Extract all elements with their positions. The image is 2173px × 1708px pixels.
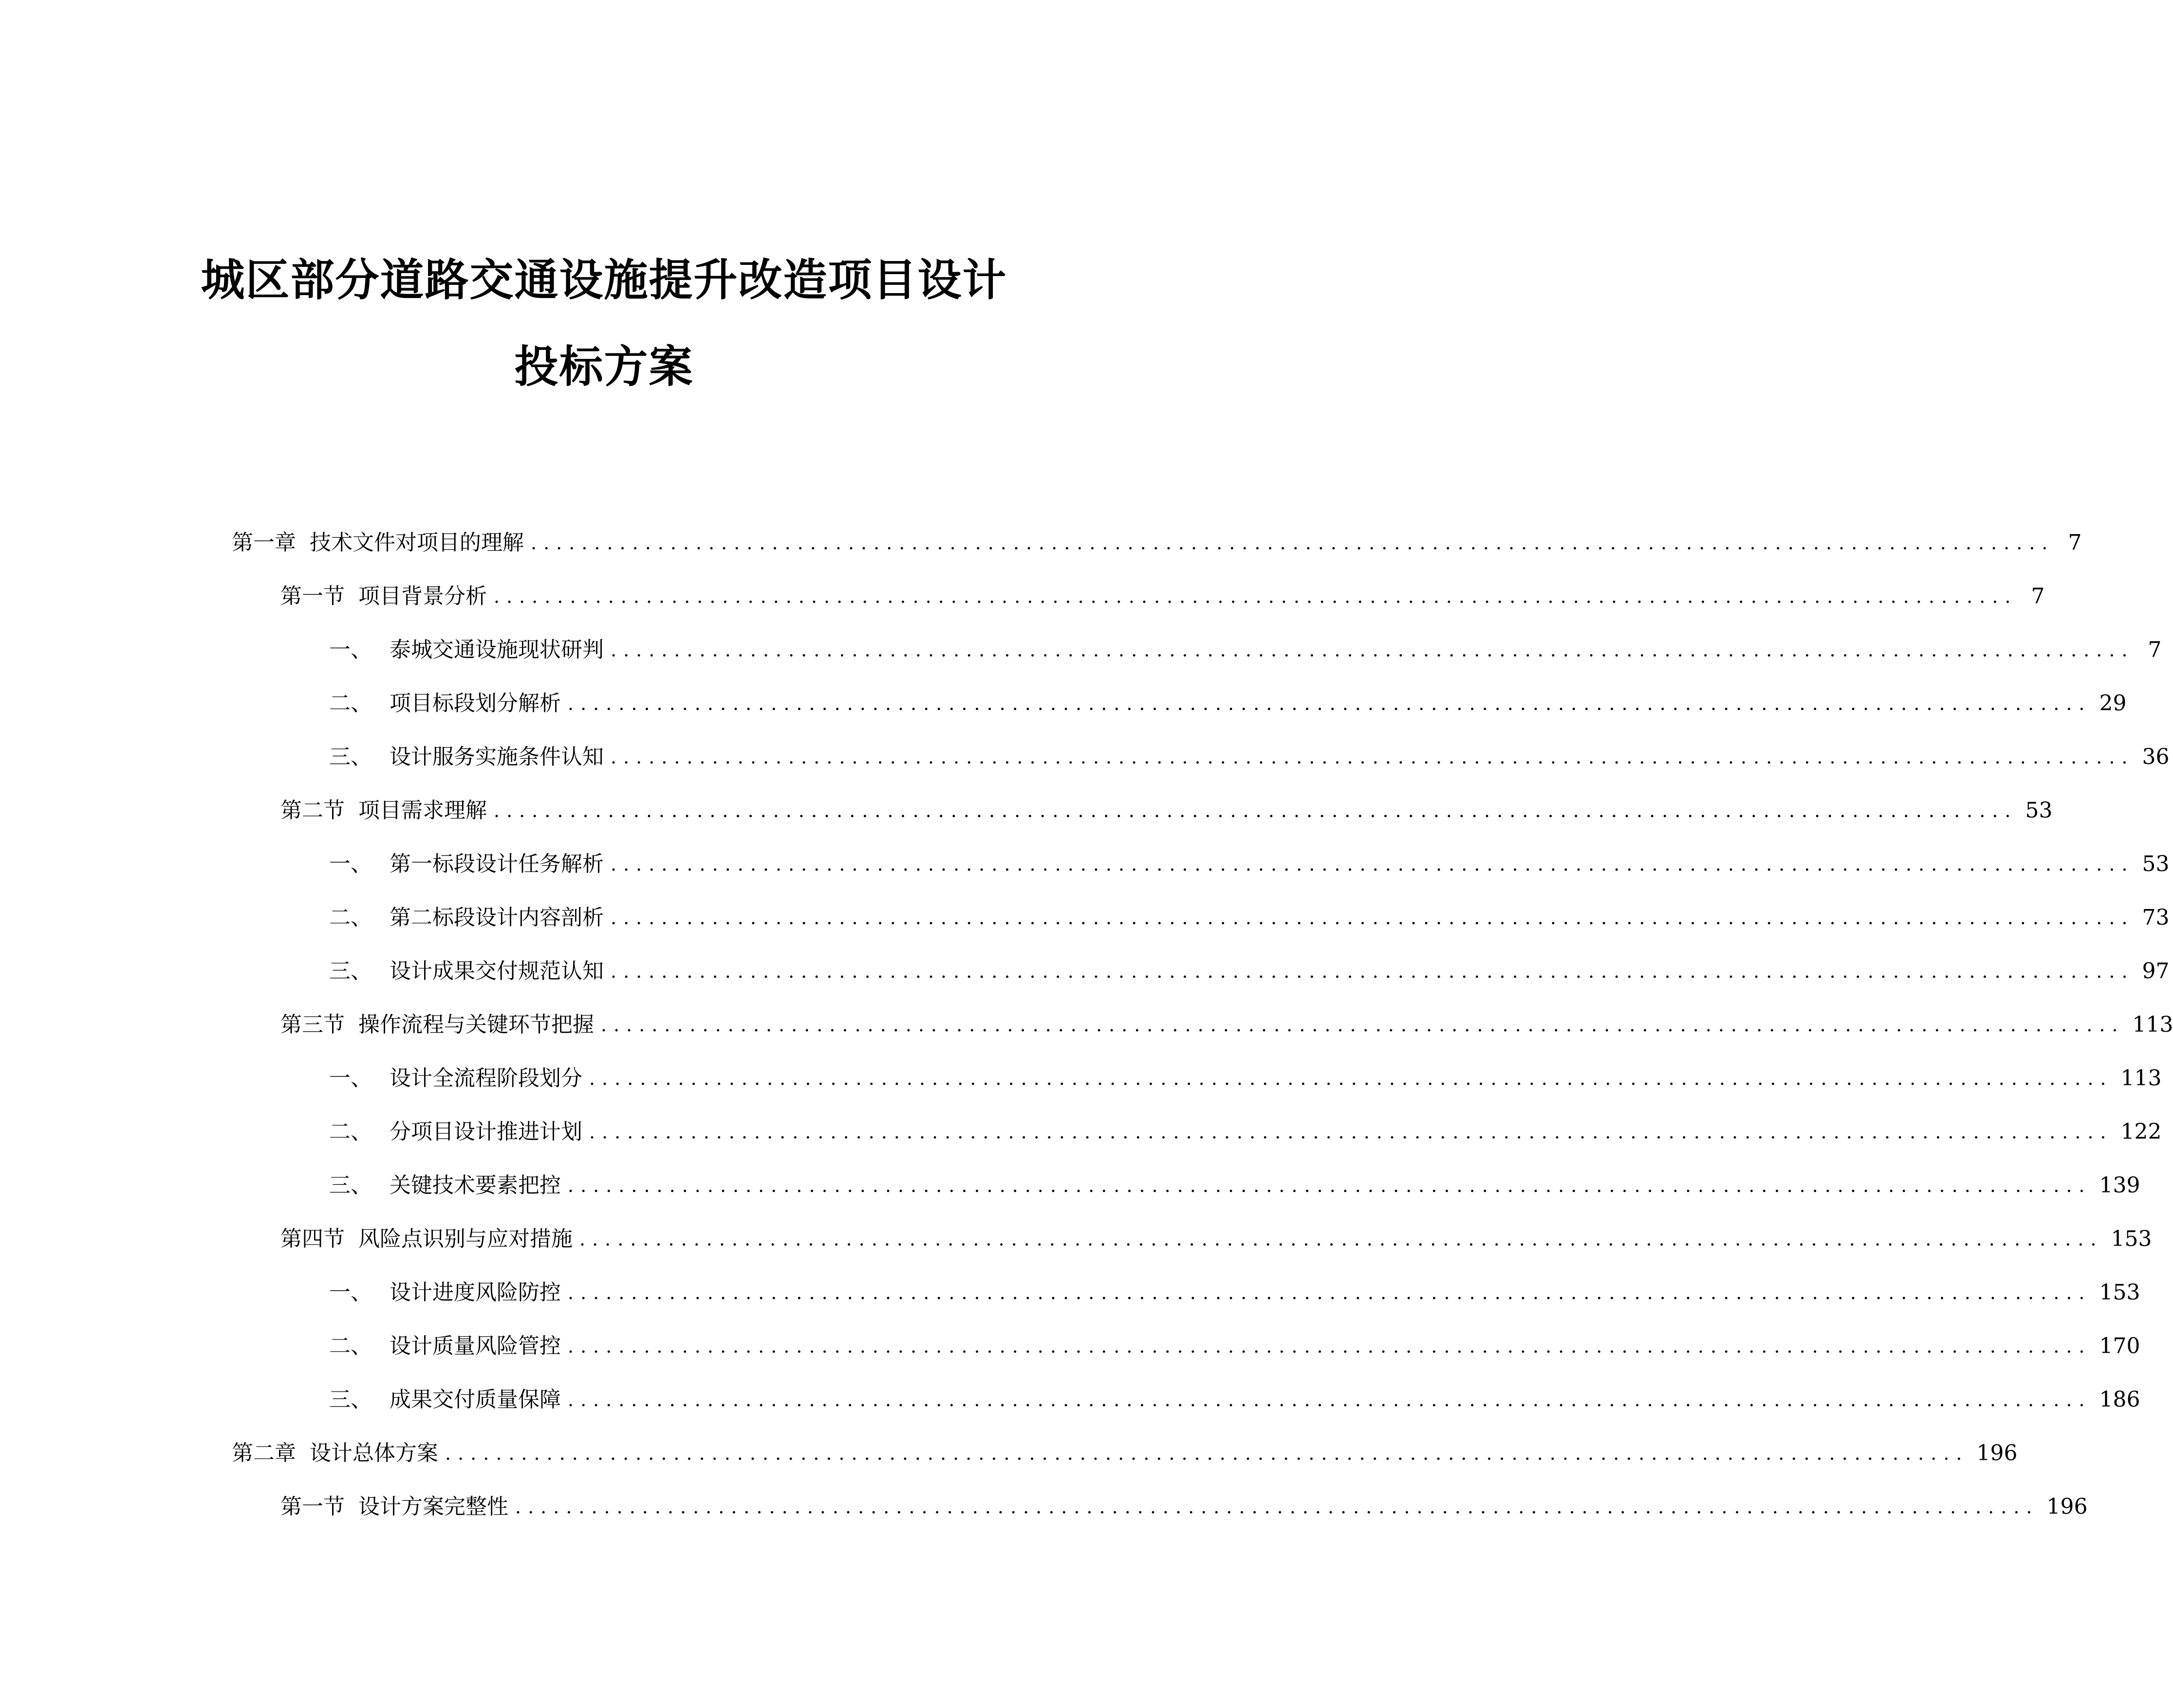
toc-entry-prefix: 一、 <box>329 1280 372 1305</box>
title-line-2: 投标方案 <box>514 341 694 392</box>
toc-entry-text: 操作流程与关键环节把握 <box>358 1012 594 1037</box>
toc-entry-label <box>280 1492 508 1522</box>
toc-entry-label <box>329 689 561 718</box>
toc-entry-page-number: 7 <box>2068 530 2082 555</box>
toc-entry-page-number: 153 <box>2111 1226 2152 1251</box>
toc-entry-prefix: 第一章 <box>232 530 296 555</box>
toc-dot-leader: ........................................................................................................................ <box>611 639 2135 661</box>
toc-entry-prefix: 第一节 <box>280 584 345 609</box>
toc-entry[interactable] <box>232 1212 2152 1266</box>
toc-entry-page-number: 97 <box>2142 959 2170 984</box>
toc-entry-label <box>329 743 604 772</box>
toc-entry-label <box>329 850 604 879</box>
toc-entry-page-number: 170 <box>2099 1334 2140 1358</box>
toc-entry[interactable] <box>232 1480 2088 1534</box>
toc-entry-label <box>329 1385 561 1414</box>
toc-entry-prefix: 第三节 <box>280 1012 345 1037</box>
toc-entry-page-number: 196 <box>1976 1441 2018 1466</box>
toc-entry-label <box>329 1332 561 1361</box>
toc-entry-prefix: 二、 <box>329 905 372 930</box>
toc-entry-page-number: 113 <box>2132 1012 2173 1037</box>
toc-entry-prefix: 第四节 <box>280 1226 345 1251</box>
toc-entry-prefix: 第二节 <box>280 798 345 823</box>
toc-entry[interactable] <box>232 1427 2018 1480</box>
toc-dot-leader: ........................................................................................................................ <box>589 1121 2113 1143</box>
toc-dot-leader: ........................................................................................................................ <box>568 693 2092 714</box>
table-of-contents <box>232 516 2173 1534</box>
toc-dot-leader: ........................................................................................................................ <box>611 746 2135 768</box>
toc-entry-text: 项目需求理解 <box>358 798 487 823</box>
toc-dot-leader: ........................................................................................................................ <box>579 1228 2103 1250</box>
toc-entry-label <box>280 1225 573 1254</box>
title-line-1: 城区部分道路交通设施提升改造项目设计 <box>201 255 1007 306</box>
toc-entry-prefix: 二、 <box>329 1334 372 1358</box>
toc-entry-page-number: 113 <box>2120 1066 2162 1091</box>
toc-entry-page-number: 7 <box>2148 637 2162 662</box>
toc-entry[interactable] <box>232 837 2170 891</box>
toc-entry-label <box>329 903 604 932</box>
toc-entry[interactable] <box>232 945 2170 998</box>
toc-dot-leader: ........................................................................................................................ <box>515 1496 2039 1518</box>
toc-entry-label <box>329 1171 561 1200</box>
toc-entry[interactable] <box>232 623 2162 677</box>
toc-dot-leader: ........................................................................................................................ <box>601 1014 2125 1036</box>
toc-entry-label <box>329 1278 561 1307</box>
toc-entry-prefix: 三、 <box>329 959 372 984</box>
toc-entry[interactable] <box>232 1105 2162 1159</box>
toc-entry-prefix: 二、 <box>329 1119 372 1144</box>
toc-entry-text: 技术文件对项目的理解 <box>310 530 524 555</box>
toc-entry[interactable] <box>232 1319 2140 1373</box>
toc-entry-text: 设计服务实施条件认知 <box>390 744 604 769</box>
toc-entry-text: 设计质量风险管控 <box>390 1334 561 1358</box>
toc-entry-page-number: 29 <box>2099 691 2127 716</box>
toc-entry-text: 项目背景分析 <box>358 584 487 609</box>
toc-entry-text: 设计成果交付规范认知 <box>390 959 604 984</box>
toc-entry-text: 项目标段划分解析 <box>390 691 561 716</box>
toc-entry-text: 设计全流程阶段划分 <box>390 1066 582 1091</box>
toc-entry-page-number: 122 <box>2120 1119 2162 1144</box>
toc-entry-page-number: 7 <box>2031 584 2045 609</box>
toc-entry-label <box>329 1064 582 1093</box>
toc-entry-text: 风险点识别与应对措施 <box>358 1226 573 1251</box>
toc-entry-text: 设计方案完整性 <box>358 1494 508 1519</box>
toc-entry-label <box>329 635 604 665</box>
toc-entry-page-number: 186 <box>2099 1387 2140 1412</box>
toc-entry-text: 成果交付质量保障 <box>390 1387 561 1412</box>
toc-dot-leader: ........................................................................................................................ <box>611 854 2135 875</box>
toc-entry[interactable] <box>232 1052 2162 1105</box>
toc-entry-label <box>232 1439 438 1468</box>
toc-entry-text: 设计总体方案 <box>310 1441 438 1466</box>
toc-dot-leader: ........................................................................................................................ <box>494 800 2018 821</box>
toc-entry-prefix: 一、 <box>329 1066 372 1091</box>
toc-entry[interactable] <box>232 1266 2140 1319</box>
toc-dot-leader: ........................................................................................................................ <box>445 1443 1969 1464</box>
toc-entry[interactable] <box>232 891 2170 945</box>
toc-dot-leader: ........................................................................................................................ <box>568 1336 2092 1357</box>
toc-entry-page-number: 73 <box>2142 905 2170 930</box>
toc-entry-label <box>280 582 487 611</box>
toc-entry[interactable] <box>232 570 2045 623</box>
toc-dot-leader: ........................................................................................................................ <box>568 1389 2092 1411</box>
toc-entry-text: 泰城交通设施现状研判 <box>390 637 604 662</box>
toc-dot-leader: ........................................................................................................................ <box>531 532 2055 554</box>
toc-dot-leader: ........................................................................................................................ <box>611 907 2135 928</box>
toc-entry-prefix: 一、 <box>329 637 372 662</box>
toc-entry-label <box>280 796 487 825</box>
toc-entry[interactable] <box>232 1159 2140 1212</box>
toc-entry-text: 分项目设计推进计划 <box>390 1119 582 1144</box>
toc-entry-text: 关键技术要素把控 <box>390 1173 561 1198</box>
toc-dot-leader: ........................................................................................................................ <box>568 1175 2092 1196</box>
toc-entry-prefix: 第一节 <box>280 1494 345 1519</box>
toc-entry-label <box>232 528 524 557</box>
toc-entry[interactable] <box>232 1373 2140 1427</box>
toc-dot-leader: ........................................................................................................................ <box>568 1282 2092 1303</box>
toc-entry-label <box>329 1117 582 1147</box>
toc-entry-label <box>280 1010 594 1040</box>
toc-dot-leader: ........................................................................................................................ <box>494 586 2018 607</box>
toc-entry-prefix: 第二章 <box>232 1441 296 1466</box>
toc-dot-leader: ........................................................................................................................ <box>611 961 2135 982</box>
toc-entry-text: 设计进度风险防控 <box>390 1280 561 1305</box>
toc-entry-prefix: 三、 <box>329 1173 372 1198</box>
document-title <box>0 239 1208 391</box>
toc-entry[interactable] <box>232 784 2053 837</box>
toc-entry-prefix: 三、 <box>329 1387 372 1412</box>
toc-entry-page-number: 139 <box>2099 1173 2140 1198</box>
toc-entry[interactable] <box>232 730 2170 784</box>
toc-entry-page-number: 153 <box>2099 1280 2140 1305</box>
toc-entry-prefix: 三、 <box>329 744 372 769</box>
toc-entry-prefix: 一、 <box>329 852 372 876</box>
toc-entry-page-number: 53 <box>2142 852 2170 876</box>
toc-entry-page-number: 196 <box>2046 1494 2088 1519</box>
toc-entry-label <box>329 957 604 986</box>
toc-dot-leader: ........................................................................................................................ <box>589 1068 2113 1089</box>
toc-entry-prefix: 二、 <box>329 691 372 716</box>
toc-entry-page-number: 36 <box>2142 744 2170 769</box>
toc-entry-page-number: 53 <box>2025 798 2053 823</box>
toc-entry[interactable] <box>232 677 2127 730</box>
toc-entry[interactable] <box>232 998 2173 1052</box>
toc-entry[interactable] <box>232 516 2082 570</box>
toc-entry-text: 第一标段设计任务解析 <box>390 852 604 876</box>
toc-entry-text: 第二标段设计内容剖析 <box>390 905 604 930</box>
